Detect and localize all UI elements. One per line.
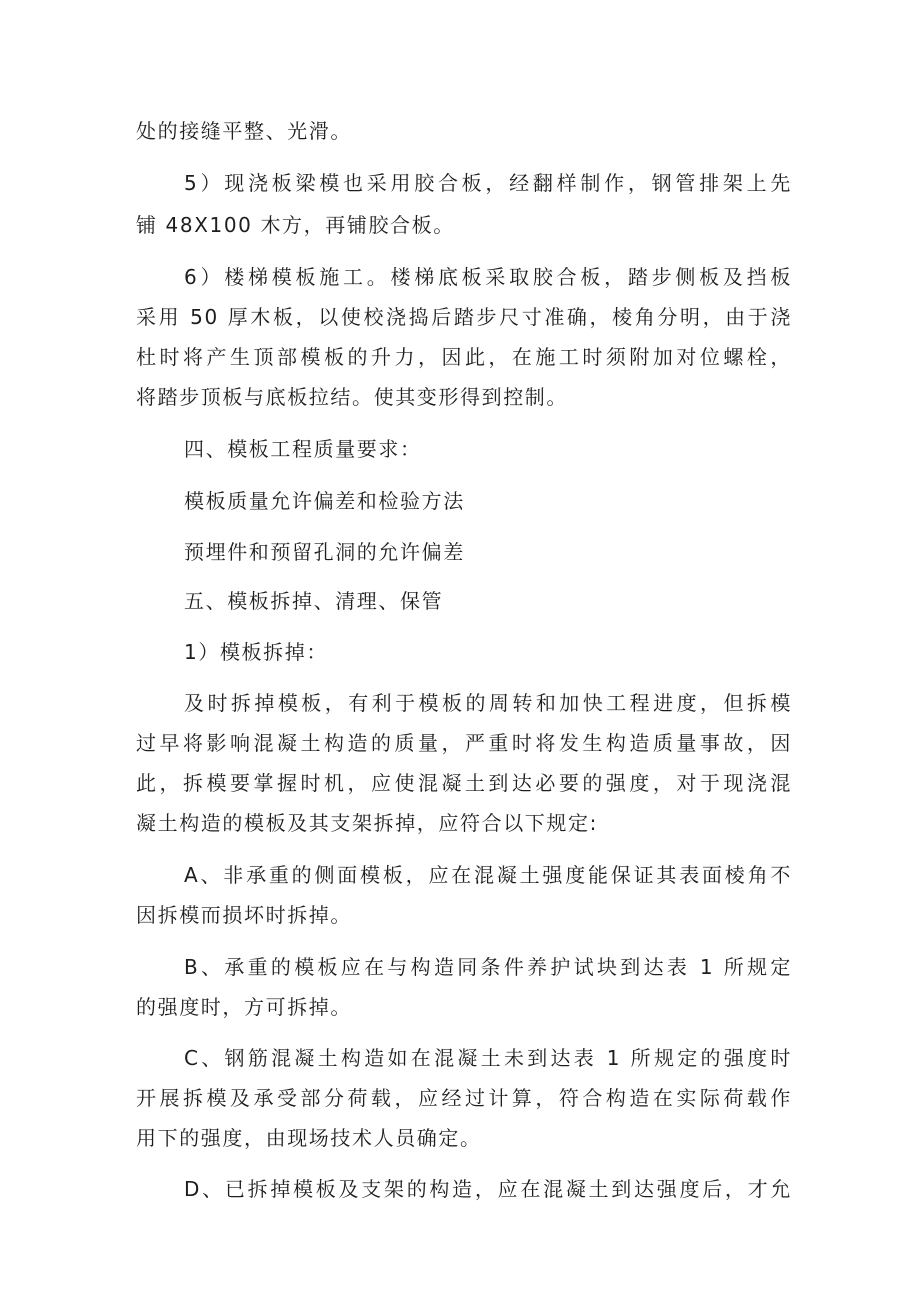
- text-line: 因拆模而损坏时拆掉。: [136, 903, 352, 927]
- text-line: 用下的强度，由现场技术人员确定。: [136, 1126, 482, 1150]
- text-line: 杜时将产生顶部模板的升力，因此，在施工时须附加对位螺栓，: [136, 345, 792, 369]
- paragraph-first-line: 5）现浇板梁模也采用胶合板，经翻样制作，钢管排架上先: [184, 171, 792, 195]
- text-line: 将踏步顶板与底板拉结。使其变形得到控制。: [136, 385, 568, 409]
- text-line: 开展拆模及承受部分荷载，应经过计算，符合构造在实际荷载作: [136, 1086, 792, 1110]
- paragraph-first-line: D、已拆掉模板及支架的构造，应在混凝土到达强度后，才允: [184, 1177, 792, 1201]
- paragraph-first-line: 1）模板拆掉：: [184, 640, 328, 664]
- text-line: 此，拆模要掌握时机，应使混凝土到达必要的强度，对于现浇混: [136, 771, 792, 795]
- paragraph-first-line: 模板质量允许偏差和检验方法: [184, 489, 465, 513]
- text-line: 采用 50 厚木板，以使校浇捣后踏步尺寸准确，棱角分明，由于浇: [136, 305, 792, 329]
- text-line: 的强度时，方可拆掉。: [136, 995, 352, 1019]
- paragraph-first-line: B、承重的模板应在与构造同条件养护试块到达表 1 所规定: [184, 955, 792, 979]
- paragraph-first-line: 四、模板工程质量要求：: [184, 437, 422, 461]
- paragraph-first-line: 及时拆掉模板，有利于模板的周转和加快工程进度，但拆模: [184, 691, 792, 715]
- text-line: 铺 48X100 木方，再铺胶合板。: [136, 213, 455, 237]
- paragraph-first-line: 6）楼梯模板施工。楼梯底板采取胶合板，踏步侧板及挡板: [184, 265, 792, 289]
- text-line: 凝土构造的模板及其支架拆掉，应符合以下规定:: [136, 811, 598, 835]
- text-line: 处的接缝平整、光滑。: [136, 119, 352, 143]
- paragraph-first-line: 五、模板拆掉、清理、保管: [184, 589, 444, 613]
- paragraph-first-line: 预埋件和预留孔洞的允许偏差: [184, 540, 465, 564]
- paragraph-first-line: C、钢筋混凝土构造如在混凝土未到达表 1 所规定的强度时: [184, 1046, 792, 1070]
- paragraph-first-line: A、非承重的侧面模板，应在混凝土强度能保证其表面棱角不: [184, 863, 792, 887]
- text-line: 过早将影响混凝土构造的质量，严重时将发生构造质量事故，因: [136, 731, 792, 755]
